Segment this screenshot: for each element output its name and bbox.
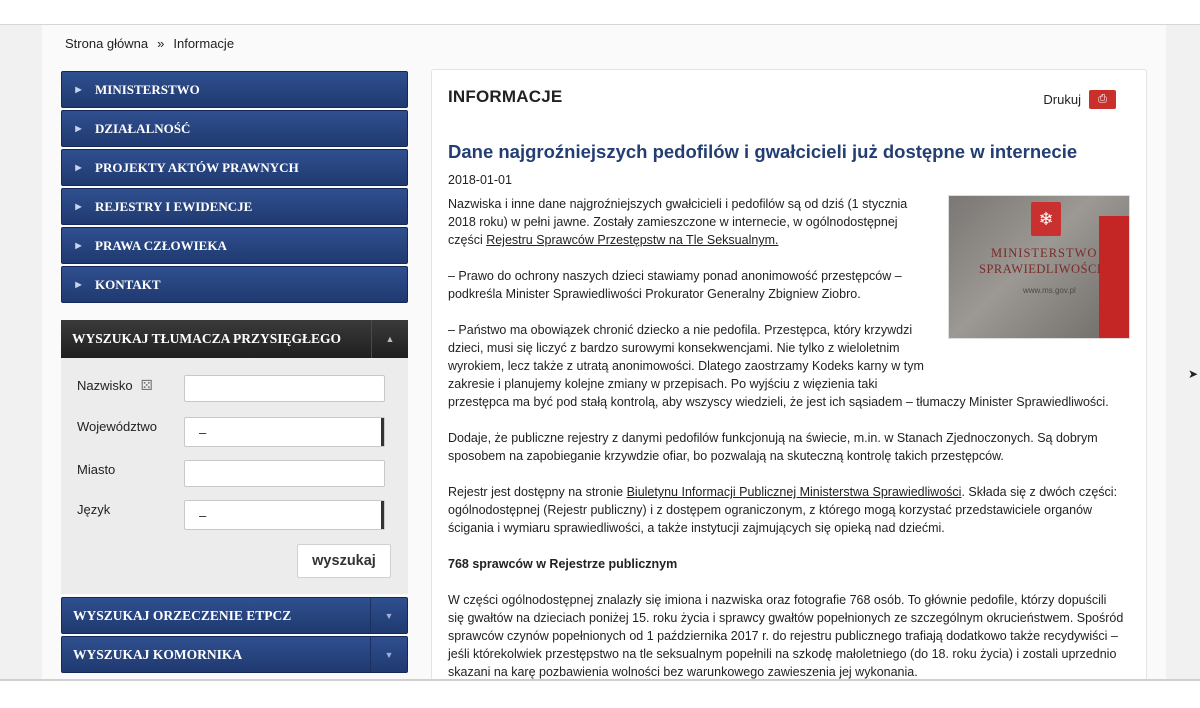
translator-search-title: WYSZUKAJ TŁUMACZA PRZYSIĘGŁEGO: [72, 331, 342, 346]
language-label: Język: [77, 502, 111, 517]
section-title: INFORMACJE: [448, 87, 563, 106]
sidebar-nav: [61, 71, 408, 305]
city-label: Miasto: [77, 462, 116, 477]
select-handle-icon: [381, 418, 384, 446]
surname-label: Nazwisko ⚄: [77, 377, 153, 393]
paragraph-3: – Państwo ma obowiązek chronić dziecko a nie pedofila. Przestępca, który krzywdzi dzieci, musi się liczyć z bardzo surowymi konsekwencjami. Nie tylko z wieloletnim wyrokiem, lecz także z utratą anonimowości. Dlatego zaostrzamy Kodeks karny w tym zakresie i planujemy kolejne zmiany w przepisach. Po wyjściu z więzienia taki przestępca ma być pod stałą kontrolą, aby wszyscy wiedzieli, że jest ich sąsiadem – tłumaczy Minister Sprawiedliwości.: [448, 323, 1109, 409]
language-select[interactable]: [184, 500, 385, 530]
chevron-right-icon: ▶: [75, 163, 82, 172]
article-body: [448, 195, 1124, 679]
breadcrumb-home[interactable]: Strona główna: [65, 36, 149, 51]
article-date: 2018-01-01: [448, 173, 512, 187]
chevron-down-icon: ▼: [370, 637, 407, 672]
paragraph-5: Rejestr jest dostępny na stronie Biuletynu Informacji Publicznej Ministerstwa Sprawiedliwości. Składa się z dwóch części: ogólnodostępnej (Rejestr publiczny) i z dostępem ograniczonym, z którego mogą korzystać przedstawiciele organów ścigania i wymiaru sprawiedliwości, a także instytucji zajmujących się opieką nad dziećmi.: [448, 485, 1118, 535]
image-caption-line1: MINISTERSTWO: [991, 246, 1098, 260]
sidebar-item-prawa[interactable]: [61, 227, 408, 264]
surname-input[interactable]: [184, 375, 385, 402]
accordion-komornik-label: WYSZUKAJ KOMORNIKA: [73, 646, 243, 662]
chevron-right-icon: ▶: [75, 280, 82, 289]
image-caption-line3: www.ms.gov.pl: [1023, 286, 1076, 295]
select-handle-icon: [381, 501, 384, 529]
image-caption-line2: SPRAWIEDLIWOŚCI: [979, 262, 1102, 276]
mouse-cursor-icon: ➤: [1188, 367, 1199, 381]
print-label[interactable]: Drukuj: [1043, 92, 1081, 107]
city-input[interactable]: [184, 460, 385, 487]
chevron-right-icon: ▶: [75, 241, 82, 250]
collapse-up-icon[interactable]: ▲: [371, 320, 408, 358]
breadcrumb-current: Informacje: [173, 36, 235, 51]
sidebar-item-rejestry[interactable]: [61, 188, 408, 225]
breadcrumb-separator: »: [157, 36, 165, 51]
content-wrapper: [42, 25, 1166, 679]
province-label: Województwo: [77, 419, 157, 434]
sidebar-item-dzialalnosc[interactable]: [61, 110, 408, 147]
language-select-value: –: [199, 508, 207, 523]
accordion-komornik[interactable]: [61, 636, 408, 673]
province-select-value: –: [199, 425, 207, 440]
paragraph-2: – Prawo do ochrony naszych dzieci stawiamy ponad anonimowość przestępców – podkreśla Minister Sprawiedliwości Prokurator Generalny Zbigniew Ziobro.: [448, 269, 902, 301]
sidebar-item-label: MINISTERSTWO: [95, 81, 200, 97]
accordion-etpcz[interactable]: [61, 597, 408, 634]
bottom-divider: [0, 679, 1200, 681]
province-select[interactable]: [184, 417, 385, 447]
accordion-etpcz-label: WYSZUKAJ ORZECZENIE ETPCZ: [73, 607, 292, 623]
bip-link[interactable]: Biuletynu Informacji Publicznej Ministerstwa Sprawiedliwości: [626, 485, 962, 499]
dice-icon: ⚄: [140, 377, 153, 393]
sidebar-item-label: REJESTRY I EWIDENCJE: [95, 198, 253, 214]
sidebar-item-projekty[interactable]: [61, 149, 408, 186]
registry-link[interactable]: Rejestru Sprawców Przestępstw na Tle Seksualnym.: [486, 233, 779, 247]
sidebar-item-kontakt[interactable]: [61, 266, 408, 303]
translator-search-panel: [61, 320, 408, 594]
sidebar-item-label: PRAWA CZŁOWIEKA: [95, 237, 227, 253]
search-button[interactable]: wyszukaj: [297, 544, 391, 578]
translator-search-header[interactable]: [61, 320, 408, 358]
paragraph-1: Nazwiska i inne dane najgroźniejszych gwałcicieli i pedofilów są od dziś (1 stycznia 2018 roku) w pełni jawne. Zostały zamieszczone w internecie, w ogólnodostępnej części Rejestru Sprawców Przestępstw na Tle Seksualnym.: [448, 197, 908, 247]
main-content: [431, 69, 1147, 679]
chevron-right-icon: ▶: [75, 85, 82, 94]
breadcrumb: [65, 36, 234, 51]
sidebar-item-label: KONTAKT: [95, 276, 161, 292]
print-icon[interactable]: ⎙: [1089, 90, 1116, 109]
chevron-down-icon: ▼: [370, 598, 407, 633]
paragraph-6: W części ogólnodostępnej znalazły się imiona i nazwiska oraz fotografie 768 osób. To głównie pedofile, którzy dopuścili się gwałtów na dzieciach poniżej 15. roku życia i sprawcy gwałtów popełnionych ze szczególnym okrucieństwem. Spośród sprawców czynów popełnionych od 1 października 2017 r. do rejestru publicznego trafiają dodatkowo także recydywiści – jeśli którekolwiek przestępstwo na tle seksualnym popełnili na szkodę małoletniego (do 18. roku życia) i zostali uprzednio skazani na karę pozbawienia wolności bez warunkowego zawieszenia jej wykonania.: [448, 593, 1124, 679]
article-title: Dane najgroźniejszych pedofilów i gwałcicieli już dostępne w internecie: [448, 141, 1078, 162]
sidebar-item-ministerstwo[interactable]: [61, 71, 408, 108]
chevron-right-icon: ▶: [75, 202, 82, 211]
chevron-right-icon: ▶: [75, 124, 82, 133]
paragraph-4: Dodaje, że publiczne rejestry z danymi pedofilów funkcjonują na świecie, m.in. w Stanach Zjednoczonych. Są dobrym sposobem na zapobieganie krzywdzie ofiar, bo pozwalają na skuteczną kontrolę takich przestępców.: [448, 431, 1098, 463]
sidebar-item-label: PROJEKTY AKTÓW PRAWNYCH: [95, 159, 299, 175]
sidebar-item-label: DZIAŁALNOŚĆ: [95, 120, 191, 136]
eagle-emblem-icon: ❄: [1031, 202, 1061, 236]
subheading: 768 sprawców w Rejestrze publicznym: [448, 557, 678, 571]
print-control[interactable]: [1043, 90, 1116, 109]
